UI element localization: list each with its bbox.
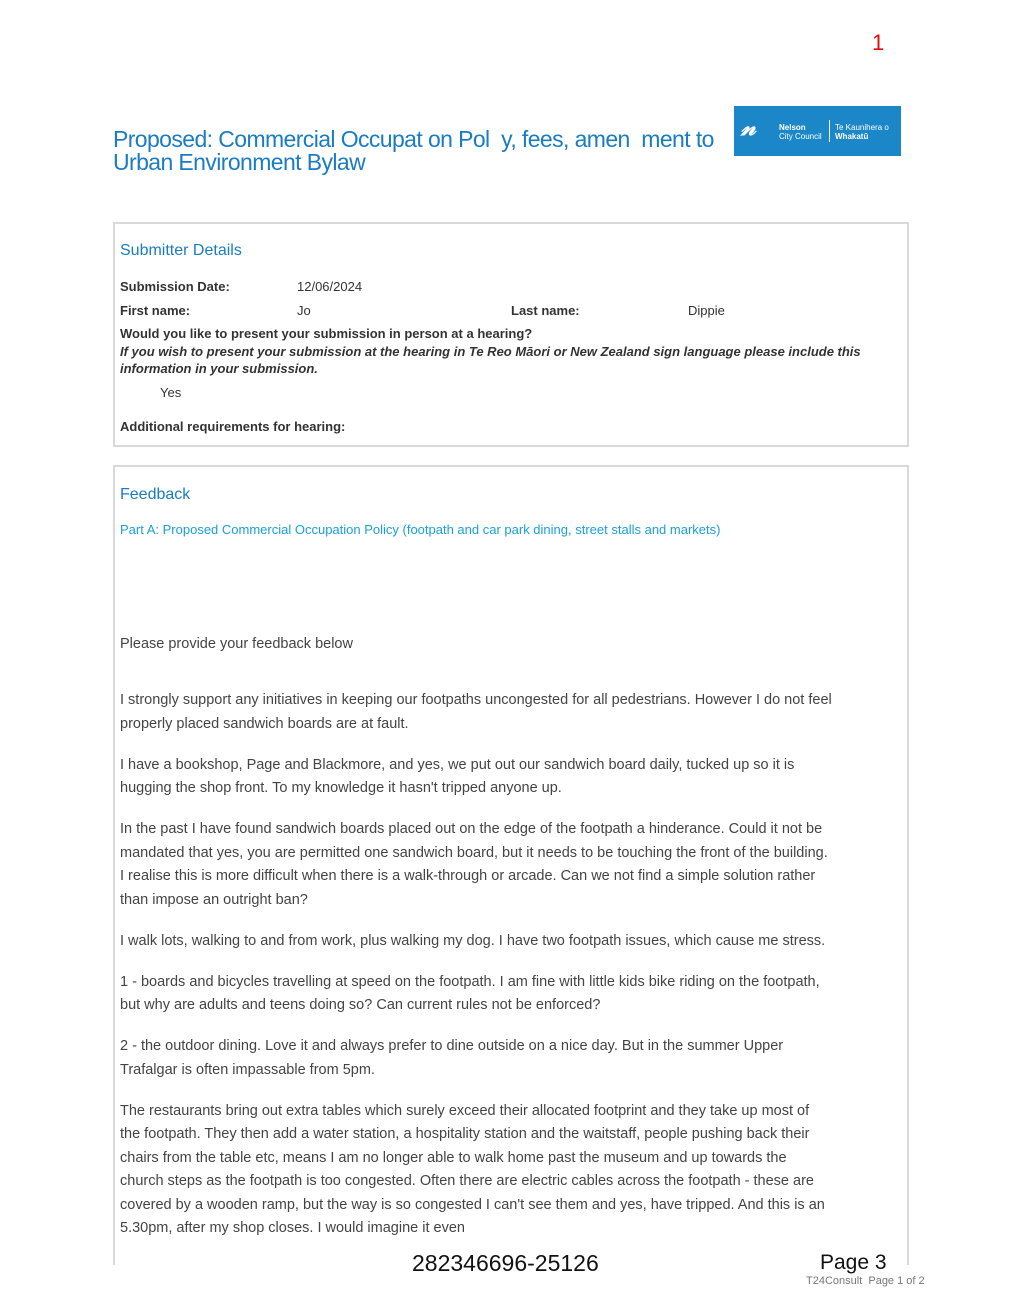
submitter-details-heading: Submitter Details — [120, 242, 242, 259]
feedback-paragraph: I have a bookshop, Page and Blackmore, and yes, we put out our sandwich board daily, tucked up so it is hugging the shop front. To my knowledge it hasn't tripped anyone up. — [120, 756, 795, 796]
page-label: Page 3 — [820, 1251, 887, 1274]
submission-date-label: Submission Date: — [120, 279, 230, 294]
feedback-paragraph: The restaurants bring out extra tables which surely exceed their allocated footprint and they take up most of the footpath. They then add a water station, a hospitality station and the waitstaff, people pushing back their chairs from the table etc, means I am no longer able to walk home past the museum and up towards the church steps as the footpath is too congested. Often there are electric cables across the footpath - these are covered by a wooden ramp, but the way is so congested I can't see them and yes, have tripped. And this is an 5.30pm, after my shop closes. I would imagine it even — [120, 1102, 825, 1236]
council-logo-text — [779, 123, 822, 141]
logo-maori-line2: Whakatū — [835, 132, 869, 141]
footer-page-info: T24Consult Page 1 of 2 — [806, 1275, 925, 1287]
hearing-question: Would you like to present your submission in person at a hearing? — [120, 326, 533, 341]
feedback-paragraph: 2 - the outdoor dining. Love it and always prefer to dine outside on a nice day. But in the summer Upper Trafalgar is often impassable from 5pm. — [120, 1038, 784, 1078]
title-line-2: Urban Environment Bylaw — [113, 149, 366, 175]
document-id-stamp: 282346696-25126 — [412, 1250, 599, 1276]
additional-requirements-label: Additional requirements for hearing: — [120, 419, 346, 434]
document-title — [113, 128, 733, 174]
logo-org-line1: Nelson — [779, 123, 806, 132]
last-name-value: Dippie — [688, 303, 725, 318]
first-name-label: First name: — [120, 303, 191, 318]
part-a-heading: Part A: Proposed Commercial Occupation Policy (footpath and car park dining, street stalls and markets) — [120, 522, 721, 537]
council-logo — [734, 106, 901, 156]
feedback-paragraph: In the past I have found sandwich boards placed out on the edge of the footpath a hinderance. Could it not be mandated that yes, you are permitted one sandwich board, but it needs to be touching the front of the building. I realise this is more difficult when there is a walk-through or arcade. Can we not find a simple solution rather than impose an outright ban? — [120, 821, 828, 908]
hearing-answer: Yes — [160, 385, 182, 400]
feedback-body — [120, 689, 832, 1258]
council-logo-mark-icon: 𝓃 — [741, 114, 753, 141]
feedback-heading: Feedback — [120, 486, 191, 503]
first-name-value: Jo — [297, 303, 311, 318]
council-logo-maori-text — [835, 123, 889, 141]
hearing-language-note: If you wish to present your submission at the hearing in Te Reo Māori or New Zealand sign language please include this information in your submission. — [120, 344, 861, 376]
feedback-paragraph: I walk lots, walking to and from work, plus walking my dog. I have two footpath issues, which cause me stress. — [120, 932, 826, 949]
page-number-red: 1 — [872, 30, 885, 55]
feedback-paragraph: I strongly support any initiatives in keeping our footpaths uncongested for all pedestrians. However I do not feel properly placed sandwich boards are at fault. — [120, 692, 832, 732]
submission-date-value: 12/06/2024 — [297, 279, 363, 294]
feedback-paragraph: 1 - boards and bicycles travelling at speed on the footpath. I am fine with little kids bike riding on the footpath, but why are adults and teens doing so? Can current rules not be enforced? — [120, 973, 820, 1013]
logo-maori-line1: Te Kaunihera o — [835, 123, 889, 132]
feedback-prompt: Please provide your feedback below — [120, 636, 353, 652]
logo-org-line2: City Council — [779, 132, 822, 141]
last-name-label: Last name: — [511, 303, 580, 318]
logo-divider — [829, 120, 830, 142]
title-line-1: Proposed: Commercial Occupat on Pol y, fees, amen ment to — [113, 126, 714, 152]
